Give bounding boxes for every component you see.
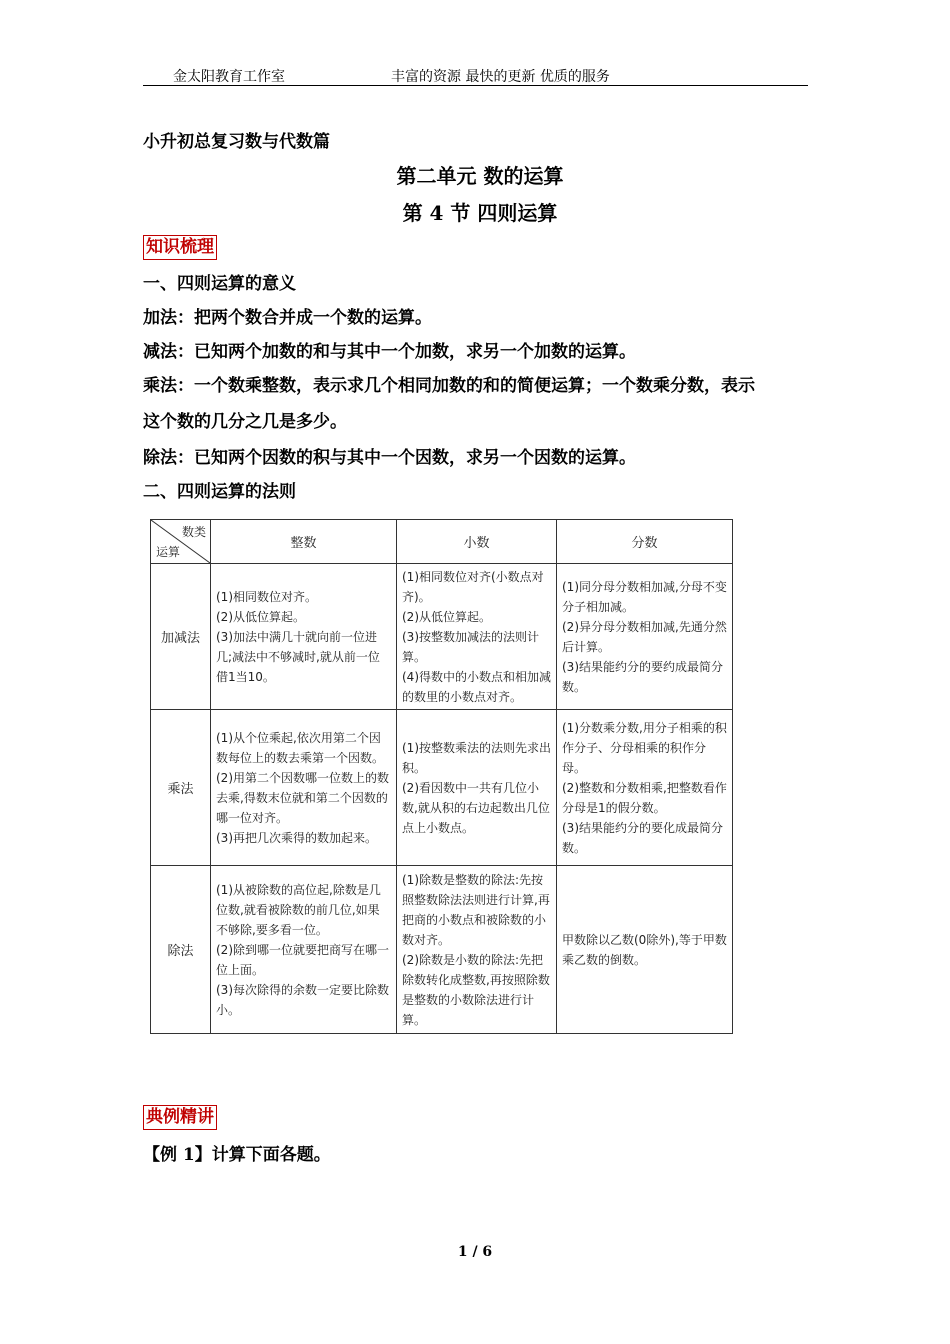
rule-item: (2)从低位算起。: [216, 609, 305, 624]
rule-item: (2)除数是小数的除法:先把除数转化成整数,再按照除数是整数的小数除法进行计算。: [402, 952, 550, 1027]
rule-item: (1)同分母分数相加减,分母不变分子相加减。: [562, 579, 727, 614]
rule-item: (3)按整数加减法的法则计算。: [402, 629, 539, 664]
header-left-text: 金太阳教育工作室: [173, 69, 285, 85]
heading-rules: 二、四则运算的法则: [143, 482, 296, 502]
section-title: 第 4 节 四则运算: [402, 201, 558, 225]
rule-item: (2)异分母分数相加减,先通分然后计算。: [562, 619, 727, 654]
definition-division: 除法：已知两个因数的积与其中一个因数，求另一个因数的运算。: [143, 448, 636, 468]
rule-item: (1)分数乘分数,用分子相乘的积作分子、分母相乘的积作分母。: [562, 720, 727, 775]
column-header: 小数: [397, 520, 557, 564]
table-row: [151, 710, 733, 866]
rule-cell: [211, 866, 397, 1034]
rule-item: (3)结果能约分的要约成最简分数。: [562, 659, 723, 694]
table-header-row: [151, 520, 733, 564]
operation-label: 除法: [151, 866, 211, 1034]
rule-item: (4)得数中的小数点和相加减的数里的小数点对齐。: [402, 669, 551, 704]
rule-cell: [557, 866, 733, 1034]
subject-title: 小升初总复习数与代数篇: [143, 132, 330, 152]
table-row: [151, 866, 733, 1034]
rule-item: (1)按整数乘法的法则先求出积。: [402, 740, 551, 775]
rule-item: (2)除到哪一位就要把商写在哪一位上面。: [216, 942, 389, 977]
rule-item: (1)从个位乘起,依次用第二个因数每位上的数去乘第一个因数。: [216, 730, 385, 765]
page-header: [143, 64, 808, 86]
corner-top-label: 数类: [181, 525, 206, 539]
rule-item: (1)相同数位对齐。: [216, 589, 317, 604]
rule-item: (2)看因数中一共有几位小数,就从积的右边起数出几位点上小数点。: [402, 780, 550, 835]
rule-cell: [557, 710, 733, 866]
header-right-text: 丰富的资源 最快的更新 优质的服务: [391, 69, 610, 85]
operation-label: 加减法: [151, 564, 211, 710]
definition-multiplication-2: 这个数的几分之几是多少。: [143, 412, 347, 432]
rule-item: (1)从被除数的高位起,除数是几位数,就看被除数的前几位,如果不够除,要多看一位。: [216, 882, 381, 937]
rule-item: (3)再把几次乘得的数加起来。: [216, 830, 377, 845]
definition-addition: 加法：把两个数合并成一个数的运算。: [143, 308, 432, 328]
rule-cell: [397, 710, 557, 866]
rule-cell: [397, 564, 557, 710]
rules-table: [150, 519, 733, 1034]
operation-label: 乘法: [151, 710, 211, 866]
rule-item: (2)整数和分数相乘,把整数看作分母是1的假分数。: [562, 780, 727, 815]
rule-item: (1)除数是整数的除法:先按照整数除法法则进行计算,再把商的小数点和被除数的小数对齐。: [402, 872, 550, 947]
rule-item: (3)加法中满几十就向前一位进几;减法中不够减时,就从前一位借1当10。: [216, 629, 380, 684]
table-row: [151, 564, 733, 710]
rule-cell: [397, 866, 557, 1034]
rule-item: (2)从低位算起。: [402, 609, 491, 624]
page-number: 1 / 6: [457, 1244, 493, 1260]
definition-subtraction: 减法：已知两个加数的和与其中一个加数，求另一个加数的运算。: [143, 342, 636, 362]
rule-item: 甲数除以乙数(0除外),等于甲数乘乙数的倒数。: [562, 932, 727, 967]
column-header: 整数: [211, 520, 397, 564]
rule-item: (3)每次除得的余数一定要比除数小。: [216, 982, 389, 1017]
unit-title: 第二单元 数的运算: [396, 164, 564, 188]
rule-cell: [557, 564, 733, 710]
heading-meaning: 一、四则运算的意义: [143, 274, 296, 294]
rule-cell: [211, 710, 397, 866]
rule-item: (3)结果能约分的要化成最简分数。: [562, 820, 723, 855]
rule-item: (2)用第二个因数哪一位数上的数去乘,得数末位就和第二个因数的哪一位对齐。: [216, 770, 389, 825]
corner-bottom-label: 运算: [156, 545, 181, 559]
table-corner-cell: [151, 520, 211, 564]
rule-cell: [211, 564, 397, 710]
column-header: 分数: [557, 520, 733, 564]
example-1-title: 【例 1】计算下面各题。: [143, 1145, 331, 1165]
definition-multiplication-1: 乘法：一个数乘整数，表示求几个相同加数的和的简便运算；一个数乘分数，表示: [143, 376, 755, 396]
examples-tag: 典例精讲: [143, 1105, 217, 1130]
rule-item: (1)相同数位对齐(小数点对齐)。: [402, 569, 544, 604]
knowledge-tag: 知识梳理: [143, 235, 217, 260]
